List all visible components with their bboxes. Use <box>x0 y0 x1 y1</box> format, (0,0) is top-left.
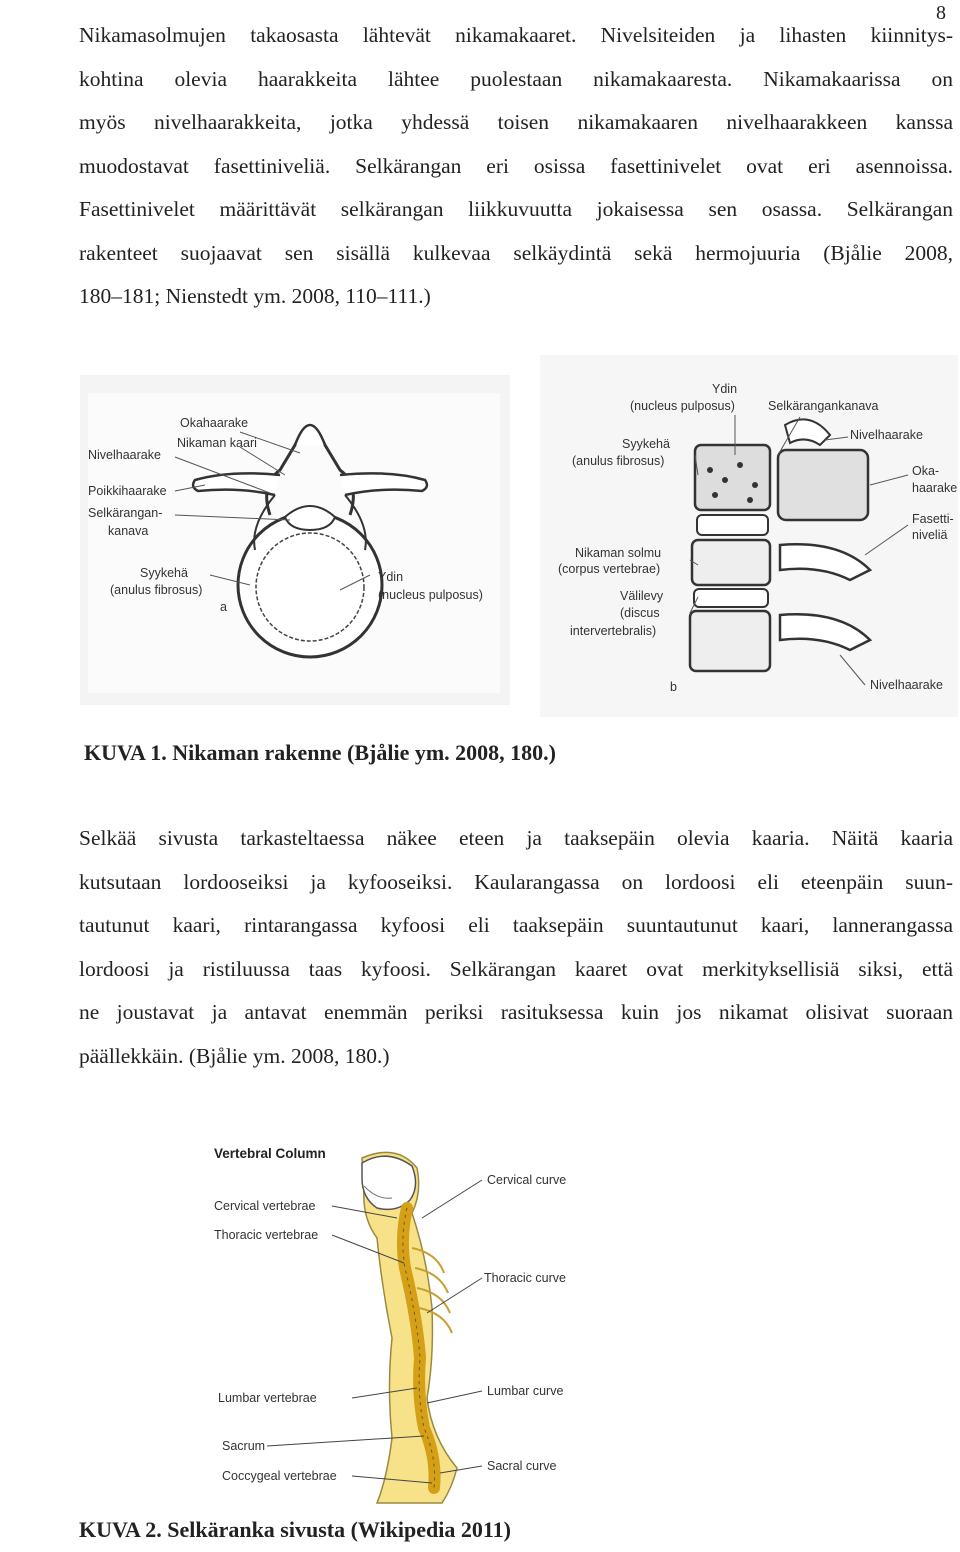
paragraph-line: ne joustavat ja antavat enemmän periksi rasituksessa kuin jos nikamat olisivat suoraan <box>79 1000 953 1024</box>
paragraph-line: lordoosi ja ristiluussa taas kyfoosi. Selkärangan kaaret ovat merkityksellisiä siksi, että <box>79 956 953 981</box>
figure-2-title: Vertebral Column <box>214 1146 326 1161</box>
label-okahaarake: Oka- <box>912 464 940 478</box>
label-ydin: Ydin <box>378 570 404 584</box>
label-cervical-curve: Cervical curve <box>487 1173 567 1187</box>
paragraph-line: päällekkäin. (Bjålie ym. 2008, 180.) <box>79 1043 390 1068</box>
label-intervertebralis: intervertebralis) <box>570 624 657 638</box>
label-poikkihaarake: Poikkihaarake <box>88 484 167 498</box>
label-coccygeal-vertebrae: Coccygeal vertebrae <box>222 1469 337 1483</box>
label-nucleus-pulposus: (nucleus pulposus) <box>378 588 483 602</box>
label-thoracic-vertebrae: Thoracic vertebrae <box>214 1228 319 1242</box>
label-sacrum: Sacrum <box>222 1439 266 1453</box>
label-nivelhaarake: Nivelhaarake <box>88 448 161 462</box>
paragraph-line: kutsutaan lordooseiksi ja kyfooseiksi. Kaularangassa on lordoosi eli eteenpäin suun- <box>79 869 953 894</box>
label-lumbar-curve: Lumbar curve <box>487 1384 564 1398</box>
label-fasettinivelia-2: niveliä <box>912 528 948 542</box>
label-letter-a: a <box>220 600 227 614</box>
paragraph-line: Nikamasolmujen takaosasta lähtevät nikamakaaret. Nivelsiteiden ja lihasten kiinnitys- <box>79 23 953 47</box>
label-cervical-vertebrae: Cervical vertebrae <box>214 1199 316 1213</box>
label-okahaarake: Okahaarake <box>180 416 249 430</box>
label-anulus-fibrosus: (anulus fibrosus) <box>110 583 203 597</box>
label-nikaman-solmu: Nikaman solmu <box>575 546 662 560</box>
paragraph-1 <box>79 14 953 319</box>
figure-2-caption: KUVA 2. Selkäranka sivusta (Wikipedia 2011) <box>79 1517 511 1542</box>
label-corpus-vertebrae: (corpus vertebrae) <box>558 562 661 576</box>
label-selkarangankanava-2: kanava <box>108 524 149 538</box>
paragraph-line: myös nivelhaarakkeita, jotka yhdessä toisen nikamakaaren nivelhaarakkeen kanssa <box>79 110 953 134</box>
figure-1a-vertebra-top-view <box>80 375 510 705</box>
figure-1b-vertebrae-side-view <box>540 355 958 717</box>
label-thoracic-curve: Thoracic curve <box>484 1271 566 1285</box>
label-nikaman-kaari: Nikaman kaari <box>177 436 257 450</box>
label-nivelhaarake-top: Nivelhaarake <box>850 428 923 442</box>
label-okahaarake-2: haarake <box>912 481 958 495</box>
label-ydin: Ydin <box>712 382 738 396</box>
label-lumbar-vertebrae: Lumbar vertebrae <box>218 1391 317 1405</box>
label-selkarangankanava: Selkärangan- <box>88 506 163 520</box>
paragraph-line: rakenteet suojaavat sen sisällä kulkevaa selkäydintä sekä hermojuuria (Bjålie 2008, <box>79 240 953 265</box>
label-selkarangankanava: Selkärangankanava <box>768 399 879 413</box>
paragraph-line: Fasettinivelet määrittävät selkärangan liikkuvuutta jokaisessa sen osassa. Selkärangan <box>79 197 953 221</box>
paragraph-line: kohtina olevia haarakkeita lähtee puolestaan nikamakaaresta. Nikamakaarissa on <box>79 66 953 91</box>
label-syykeha: Syykehä <box>140 566 188 580</box>
label-valilevy: Välilevy <box>620 589 664 603</box>
paragraph-line: tautunut kaari, rintarangassa kyfoosi eli taaksepäin suuntautunut kaari, lannerangassa <box>79 913 953 937</box>
label-anulus-fibrosus: (anulus fibrosus) <box>572 454 665 468</box>
page-number: 8 <box>936 2 946 24</box>
label-letter-b: b <box>670 680 677 694</box>
label-sacral-curve: Sacral curve <box>487 1459 557 1473</box>
paragraph-line: muodostavat fasettiniveliä. Selkärangan eri osissa fasettinivelet ovat eri asennoissa. <box>79 153 953 178</box>
paragraph-2 <box>79 817 953 1078</box>
label-fasettinivelia: Fasetti- <box>912 512 954 526</box>
figure-2-vertebral-column <box>212 1138 602 1508</box>
label-discus: (discus <box>620 606 660 620</box>
label-nivelhaarake-bottom: Nivelhaarake <box>870 678 943 692</box>
paragraph-line: 180–181; Nienstedt ym. 2008, 110–111.) <box>79 284 431 308</box>
label-syykeha: Syykehä <box>622 437 670 451</box>
paragraph-line: Selkää sivusta tarkasteltaessa näkee eteen ja taaksepäin olevia kaaria. Näitä kaaria <box>79 826 953 850</box>
label-nucleus-pulposus: (nucleus pulposus) <box>630 399 735 413</box>
figure-1-caption: KUVA 1. Nikaman rakenne (Bjålie ym. 2008, 180.) <box>84 740 556 765</box>
